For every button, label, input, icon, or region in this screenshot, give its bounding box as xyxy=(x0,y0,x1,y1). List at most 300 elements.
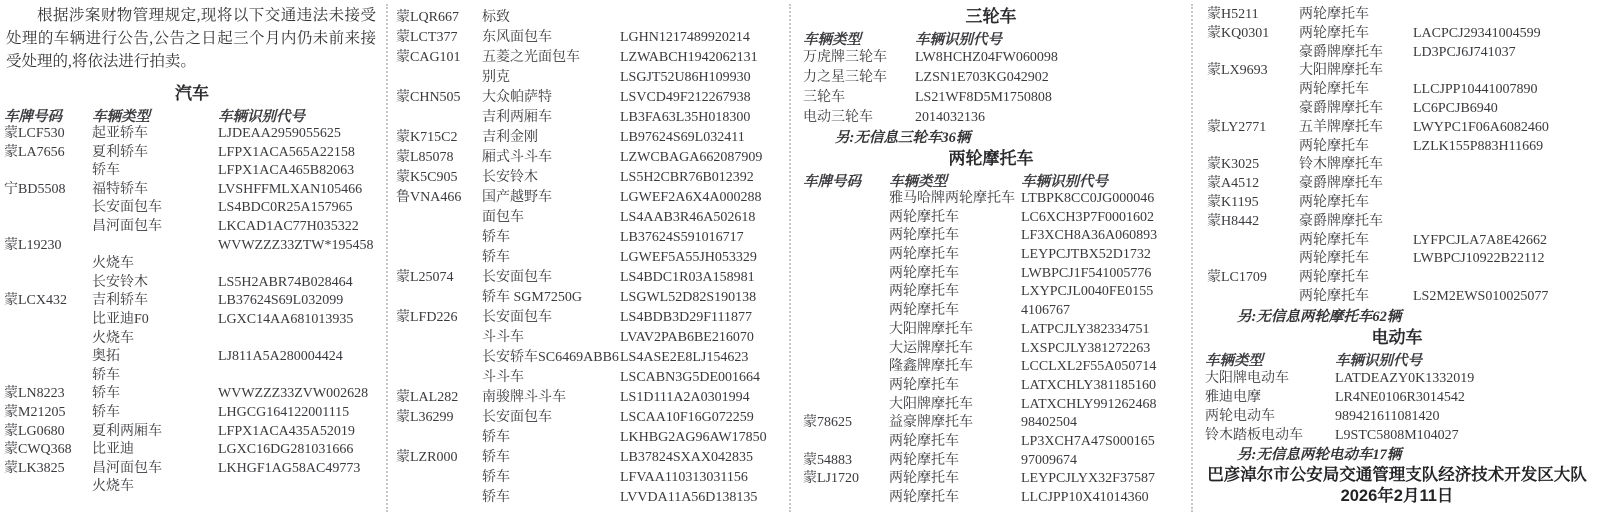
table-row xyxy=(0,162,384,181)
table-cell: 蒙LY2771 xyxy=(1207,119,1267,135)
table-cell: 火烧车 xyxy=(92,256,134,272)
table-cell: LXYPCJL0040FE0155 xyxy=(1021,284,1154,300)
table-cell: 轿车 xyxy=(482,430,510,445)
table-cell: LKHBG2AG96AW17850 xyxy=(620,430,767,445)
table-row xyxy=(0,125,384,144)
table-cell: 两轮摩托车 xyxy=(889,433,959,449)
table-cell: LS4BDC0R25A157965 xyxy=(218,200,353,216)
table-row xyxy=(1197,194,1597,213)
table-cell: LKHGF1AG58AC49773 xyxy=(218,460,361,476)
table-cell: LSGWL52D82S190138 xyxy=(620,290,757,305)
tricycle-table xyxy=(795,48,1187,128)
table-cell: 蒙L19230 xyxy=(4,237,62,253)
ebike-table xyxy=(1197,369,1597,445)
table-cell: 夏利轿车 xyxy=(92,144,148,160)
table-cell: LKCAD1AC77H035322 xyxy=(218,218,359,234)
table-row xyxy=(0,478,384,497)
table-cell: 长安面包车 xyxy=(482,270,552,285)
table-cell: LEYPCJLYX32F37587 xyxy=(1021,471,1155,487)
table-row xyxy=(1197,81,1597,100)
table-cell: 轿车 xyxy=(482,490,510,505)
table-cell: LFPX1ACA435A52019 xyxy=(218,423,355,439)
table-row xyxy=(1197,250,1597,269)
table-cell: 蒙M21205 xyxy=(4,404,66,420)
table-cell: 两轮摩托车 xyxy=(889,265,959,281)
table-row xyxy=(1197,426,1597,445)
table-cell: 轿车 xyxy=(92,386,120,402)
table-row xyxy=(0,311,384,330)
column-2 xyxy=(392,0,784,516)
table-cell: 斗斗车 xyxy=(482,370,524,385)
table-cell: 轿车 xyxy=(482,250,510,265)
table-cell: 蒙LCF530 xyxy=(4,126,65,141)
table-cell: LSCABN3G5DE001664 xyxy=(620,370,761,385)
table-row xyxy=(392,48,784,68)
motorcycle-table-col4 xyxy=(1197,6,1597,307)
table-cell: LJDEAA2959055625 xyxy=(218,126,341,141)
table-cell: LS4BDC1R03A158981 xyxy=(620,270,755,285)
table-cell: 铃木踏板电动车 xyxy=(1205,427,1303,443)
table-cell: 豪爵牌摩托车 xyxy=(1299,100,1383,116)
table-cell: 两轮摩托车 xyxy=(889,490,959,505)
table-row xyxy=(1197,6,1597,25)
table-cell: 比亚迪F0 xyxy=(92,311,149,327)
car-table-col2 xyxy=(392,8,784,508)
table-cell: LS4AAB3R46A502618 xyxy=(620,210,756,225)
table-row xyxy=(0,423,384,442)
header-plate: 车牌号码 xyxy=(803,174,861,190)
table-cell: 雅马哈牌两轮摩托车 xyxy=(889,191,1015,206)
table-cell: 长安面包车 xyxy=(482,310,552,325)
table-cell: 大阳牌电动车 xyxy=(1205,370,1289,386)
table-row xyxy=(795,396,1187,415)
table-cell: 三轮车 xyxy=(803,90,845,105)
table-row xyxy=(1197,62,1597,81)
table-cell: LWBPCJ10922B22112 xyxy=(1413,251,1545,267)
table-cell: 蒙K3025 xyxy=(1207,157,1260,173)
table-cell: 两轮摩托车 xyxy=(889,284,959,300)
table-cell: LATDEAZY0K1332019 xyxy=(1335,370,1475,386)
table-row xyxy=(795,227,1187,246)
tricycle-table-header xyxy=(795,28,1187,48)
table-row xyxy=(795,414,1187,433)
table-cell: 蒙LK3825 xyxy=(4,460,65,476)
table-cell: 大运牌摩托车 xyxy=(889,340,973,356)
table-cell: LB37624S591016717 xyxy=(620,230,744,245)
table-cell: LFPX1ACA465B82063 xyxy=(218,163,355,179)
table-cell: 蒙LN8223 xyxy=(4,386,65,402)
table-cell: LB37824SXAX042835 xyxy=(620,450,754,465)
table-cell: 两轮电动车 xyxy=(1205,408,1275,424)
table-cell: 豪爵牌摩托车 xyxy=(1299,176,1383,192)
table-cell: 火烧车 xyxy=(92,330,134,346)
table-cell: 力之星三轮车 xyxy=(803,70,887,85)
table-cell: LB37624S69L032099 xyxy=(218,293,344,309)
table-cell: 别克 xyxy=(482,70,510,85)
table-cell: 长安面包车 xyxy=(482,410,552,425)
table-cell: LFVAA110313031156 xyxy=(620,470,748,485)
table-cell: LVAV2PAB6BE216070 xyxy=(620,330,754,345)
table-cell: 轿车 xyxy=(482,230,510,245)
table-cell: 蒙LQR667 xyxy=(396,10,459,25)
table-cell: LFPX1ACA565A22158 xyxy=(218,144,355,160)
section-title-ebike: 电动车 xyxy=(1371,327,1423,347)
table-cell: 两轮摩托车 xyxy=(1299,288,1369,304)
table-cell: 长安铃木 xyxy=(482,170,538,185)
table-cell: LS21WF8D5M1750808 xyxy=(915,90,1052,105)
table-cell: 蒙H8442 xyxy=(1207,213,1260,229)
table-row xyxy=(795,433,1187,452)
table-cell: LVVDA11A56D138135 xyxy=(620,490,758,505)
table-cell: 989421611081420 xyxy=(1335,408,1440,424)
table-row xyxy=(392,368,784,388)
table-row xyxy=(795,321,1187,340)
table-cell: 蒙LA7656 xyxy=(4,144,65,160)
table-cell: 万虎牌三轮车 xyxy=(803,50,887,65)
table-row xyxy=(795,358,1187,377)
table-cell: 电动三轮车 xyxy=(803,110,873,125)
table-cell: 益豪牌摩托车 xyxy=(889,415,973,431)
table-cell: 两轮摩托车 xyxy=(1299,270,1369,286)
table-cell: LF3XCH8A36A060893 xyxy=(1021,228,1158,244)
table-cell: LB97624S69L032411 xyxy=(620,130,745,145)
table-cell: LW8HCHZ04FW060098 xyxy=(915,50,1058,65)
table-row xyxy=(1197,288,1597,307)
table-cell: 两轮摩托车 xyxy=(1299,194,1369,210)
section-title-motorcycle: 两轮摩托车 xyxy=(948,149,1034,168)
table-cell: LS4BDB3D29F111877 xyxy=(620,310,752,325)
table-cell: LGXC16DG281031666 xyxy=(218,442,354,458)
table-cell: 蒙KQ0301 xyxy=(1207,25,1270,41)
table-row xyxy=(392,288,784,308)
table-cell: 两轮摩托车 xyxy=(1299,232,1369,248)
column-divider xyxy=(386,4,388,512)
table-row xyxy=(0,292,384,311)
table-cell: LACPCJ29341004599 xyxy=(1413,25,1541,41)
table-cell: 比亚迪 xyxy=(92,442,134,458)
table-cell: 蒙LCX432 xyxy=(4,293,67,309)
table-cell: 起亚轿车 xyxy=(92,126,148,141)
column-divider xyxy=(1191,4,1193,512)
table-cell: 蒙LFD226 xyxy=(396,310,458,325)
table-cell: 斗斗车 xyxy=(482,330,524,345)
table-cell: 轿车 SGM7250G xyxy=(482,290,582,305)
table-row xyxy=(1197,119,1597,138)
table-cell: 两轮摩托车 xyxy=(1299,251,1369,267)
table-cell: 福特轿车 xyxy=(92,181,148,197)
table-cell: 蒙CAG101 xyxy=(396,50,461,65)
table-row xyxy=(795,48,1187,68)
table-cell: LTBPK8CC0JG000046 xyxy=(1021,191,1155,206)
table-cell: 鲁VNA466 xyxy=(396,190,462,205)
table-cell: 轿车 xyxy=(92,163,120,179)
table-row xyxy=(1197,100,1597,119)
motorcycle-table-col3 xyxy=(795,190,1187,508)
table-row xyxy=(0,367,384,386)
column-1 xyxy=(0,0,384,516)
table-cell: 长安面包车 xyxy=(92,200,162,216)
car-table-header xyxy=(0,105,384,125)
table-cell: LR4NE0106R3014542 xyxy=(1335,389,1465,405)
table-cell: 蒙LZR000 xyxy=(396,450,458,465)
table-cell: LS4ASE2E8LJ154623 xyxy=(620,350,749,365)
table-cell: 国产越野车 xyxy=(482,190,552,205)
table-row xyxy=(392,8,784,28)
table-cell: 两轮摩托车 xyxy=(889,377,959,393)
table-cell: 两轮摩托车 xyxy=(889,471,959,487)
table-row xyxy=(392,88,784,108)
table-cell: 奥拓 xyxy=(92,349,120,365)
table-row xyxy=(1197,407,1597,426)
table-cell: 蒙CHN505 xyxy=(396,90,461,105)
table-cell: LXSPCJLY381272263 xyxy=(1021,340,1151,356)
table-cell: LS2M2EWS010025077 xyxy=(1413,288,1549,304)
table-cell: LZWCBAGA662087909 xyxy=(620,150,763,165)
table-cell: 豪爵牌摩托车 xyxy=(1299,213,1383,229)
table-row xyxy=(392,168,784,188)
table-cell: 标致 xyxy=(482,10,510,25)
table-cell: 五羊牌摩托车 xyxy=(1299,119,1383,135)
table-cell: 大众帕萨特 xyxy=(482,90,552,105)
table-cell: 昌河面包车 xyxy=(92,460,162,476)
table-row xyxy=(0,255,384,274)
table-row xyxy=(0,330,384,349)
table-cell: 吉利金刚 xyxy=(482,130,538,145)
table-cell: L9STC5808M104027 xyxy=(1335,427,1459,443)
table-cell: LVSHFFMLXAN105466 xyxy=(218,181,363,197)
table-row xyxy=(795,68,1187,88)
table-row xyxy=(0,199,384,218)
table-cell: LB3FA63L35H018300 xyxy=(620,110,751,125)
table-cell: 大阳牌摩托车 xyxy=(889,321,973,337)
table-row xyxy=(392,468,784,488)
table-row xyxy=(795,377,1187,396)
table-row xyxy=(392,228,784,248)
table-cell: 蒙LC1709 xyxy=(1207,270,1267,286)
table-cell: 轿车 xyxy=(92,404,120,420)
table-cell: LSGJT52U86H109930 xyxy=(620,70,751,85)
table-cell: 蒙L85078 xyxy=(396,150,454,165)
table-row xyxy=(392,348,784,368)
table-row xyxy=(392,188,784,208)
header-vin: 车辆识别代号 xyxy=(1335,352,1422,369)
table-row xyxy=(1197,232,1597,251)
table-row xyxy=(392,148,784,168)
table-row xyxy=(795,340,1187,359)
table-cell: LZLK155P883H11669 xyxy=(1413,138,1544,154)
header-type: 车辆类型 xyxy=(889,174,947,190)
table-row xyxy=(1197,388,1597,407)
table-row xyxy=(1197,25,1597,44)
table-cell: LGHN1217489920214 xyxy=(620,30,750,45)
tricycle-note: 另:无信息三轮车36辆 xyxy=(835,130,971,146)
table-cell: LS1D111A2A0301994 xyxy=(620,390,750,405)
table-cell: 4106767 xyxy=(1021,303,1070,319)
table-cell: 东风面包车 xyxy=(482,30,552,45)
header-type: 车辆类型 xyxy=(1205,352,1263,369)
table-cell: 宁BD5508 xyxy=(4,181,66,197)
header-type: 车辆类型 xyxy=(803,32,861,48)
table-cell: 蒙L25074 xyxy=(396,270,454,285)
table-cell: 轿车 xyxy=(92,367,120,383)
table-cell: 南骏牌斗斗车 xyxy=(482,390,566,405)
table-cell: LATXCHLY381185160 xyxy=(1021,377,1156,393)
table-row xyxy=(392,28,784,48)
table-row xyxy=(0,144,384,163)
table-row xyxy=(392,248,784,268)
table-cell: 厢式斗斗车 xyxy=(482,150,552,165)
table-row xyxy=(392,388,784,408)
table-cell: LGXC14AA681013935 xyxy=(218,311,354,327)
table-cell: LEYPCJTBX52D1732 xyxy=(1021,247,1151,263)
table-cell: 铃木牌摩托车 xyxy=(1299,157,1383,173)
table-cell: 两轮摩托车 xyxy=(889,247,959,263)
car-table-col1 xyxy=(0,125,384,497)
table-cell: LWBPCJ1F541005776 xyxy=(1021,265,1152,281)
table-cell: 两轮摩托车 xyxy=(1299,138,1369,154)
table-cell: LC6XCH3P7F0001602 xyxy=(1021,209,1155,225)
motorcycle-note: 另:无信息两轮摩托车62辆 xyxy=(1237,308,1402,325)
header-vin: 车辆识别代号 xyxy=(915,32,1002,48)
table-cell: LZWABCH1942062131 xyxy=(620,50,758,65)
table-cell: 蒙LG0680 xyxy=(4,423,65,439)
table-row xyxy=(0,181,384,200)
table-cell: 两轮摩托车 xyxy=(1299,25,1369,41)
table-cell: 蒙K1195 xyxy=(1207,194,1259,210)
table-cell: 蒙K715C2 xyxy=(396,130,458,145)
table-row xyxy=(0,348,384,367)
table-cell: LLCJPP10X41014360 xyxy=(1021,490,1149,505)
table-cell: LHGCG164122001115 xyxy=(218,404,350,420)
table-cell: 五菱之光面包车 xyxy=(482,50,580,65)
table-cell: 轿车 xyxy=(482,450,510,465)
table-row xyxy=(1197,175,1597,194)
table-cell: 两轮摩托车 xyxy=(889,228,959,244)
table-cell: 蒙LJ1720 xyxy=(803,471,859,487)
table-cell: LC6PCJB6940 xyxy=(1413,100,1498,116)
table-cell: 雅迪电摩 xyxy=(1205,389,1261,405)
ebike-note: 另:无信息两轮电动车17辆 xyxy=(1237,446,1402,463)
table-row xyxy=(795,283,1187,302)
column-divider xyxy=(789,4,791,512)
table-row xyxy=(0,404,384,423)
table-cell: 夏利两厢车 xyxy=(92,423,162,439)
table-row xyxy=(795,265,1187,284)
table-cell: 火烧车 xyxy=(92,479,134,495)
table-row xyxy=(392,108,784,128)
table-cell: 吉利两厢车 xyxy=(482,110,552,125)
table-row xyxy=(795,452,1187,471)
table-cell: 两轮摩托车 xyxy=(1299,7,1369,22)
table-cell: 昌河面包车 xyxy=(92,218,162,234)
table-cell: LYFPCJLA7A8E42662 xyxy=(1413,232,1547,248)
table-cell: LGWEF5A55JH053329 xyxy=(620,250,757,265)
table-cell: 轿车 xyxy=(482,470,510,485)
table-row xyxy=(1197,44,1597,63)
table-cell: 两轮摩托车 xyxy=(889,209,959,225)
table-cell: 蒙CWQ368 xyxy=(4,442,72,458)
table-cell: LATPCJLY382334751 xyxy=(1021,321,1150,337)
table-cell: LWYPC1F06A6082460 xyxy=(1413,119,1549,135)
table-row xyxy=(795,470,1187,489)
table-cell: LCCLXL2F55A050714 xyxy=(1021,359,1157,375)
table-row xyxy=(392,128,784,148)
table-row xyxy=(1197,138,1597,157)
table-cell: WVWZZZ33ZTW*195458 xyxy=(218,237,374,253)
table-row xyxy=(795,190,1187,209)
table-cell: 隆鑫牌摩托车 xyxy=(889,359,973,375)
issuer-line: 巴彦淖尔市公安局交通管理支队经济技术开发区大队 xyxy=(1207,465,1587,484)
table-cell: LSVCD49F212267938 xyxy=(620,90,751,105)
table-cell: 面包车 xyxy=(482,210,524,225)
table-row xyxy=(1197,156,1597,175)
table-row xyxy=(795,246,1187,265)
table-row xyxy=(795,88,1187,108)
table-row xyxy=(1197,369,1597,388)
header-vin: 车辆识别代号 xyxy=(218,109,305,125)
table-cell: 长安铃木 xyxy=(92,274,148,290)
table-row xyxy=(795,209,1187,228)
table-cell: LSCAA10F16G072259 xyxy=(620,410,754,425)
header-vin: 车辆识别代号 xyxy=(1021,174,1108,190)
table-row xyxy=(0,385,384,404)
table-cell: 蒙78625 xyxy=(803,415,852,431)
table-cell: 97009674 xyxy=(1021,452,1077,468)
table-cell: LD3PCJ6J741037 xyxy=(1413,44,1516,60)
table-row xyxy=(392,208,784,228)
motorcycle-table-header xyxy=(795,170,1187,190)
table-cell: 豪爵牌摩托车 xyxy=(1299,44,1383,60)
table-row xyxy=(392,268,784,288)
table-row xyxy=(0,218,384,237)
table-row xyxy=(0,441,384,460)
table-cell: 蒙A4512 xyxy=(1207,176,1260,192)
date-line: 2026年2月11日 xyxy=(1340,486,1454,505)
table-row xyxy=(392,448,784,468)
table-row xyxy=(0,274,384,293)
table-row xyxy=(1197,213,1597,232)
table-row xyxy=(392,308,784,328)
table-cell: 大阳牌摩托车 xyxy=(1299,63,1383,79)
table-cell: WVWZZZ33ZVW002628 xyxy=(218,386,369,402)
table-cell: 蒙LCT377 xyxy=(396,30,458,45)
table-cell: LP3XCH7A47S000165 xyxy=(1021,433,1155,449)
column-4 xyxy=(1197,0,1597,516)
table-cell: 吉利轿车 xyxy=(92,293,148,309)
table-cell: 蒙K5C905 xyxy=(396,170,458,185)
table-row xyxy=(392,68,784,88)
table-cell: LATXCHLY991262468 xyxy=(1021,396,1157,412)
table-cell: LS5H2CBR76B012392 xyxy=(620,170,754,185)
table-cell: LLCJPP10441007890 xyxy=(1413,82,1538,98)
table-row xyxy=(392,328,784,348)
table-cell: 两轮摩托车 xyxy=(1299,82,1369,98)
table-cell: LGWEF2A6X4A000288 xyxy=(620,190,762,205)
table-row xyxy=(1197,269,1597,288)
table-row xyxy=(392,408,784,428)
table-cell: LJ811A5A280004424 xyxy=(218,349,343,365)
table-cell: 98402504 xyxy=(1021,415,1077,431)
table-cell: LZSN1E703KG042902 xyxy=(915,70,1049,85)
table-cell: 蒙H5211 xyxy=(1207,7,1259,22)
column-3 xyxy=(795,0,1187,516)
table-row xyxy=(0,237,384,256)
table-cell: 蒙L36299 xyxy=(396,410,454,425)
table-cell: 长安轿车SC6469ABB6 xyxy=(482,350,619,365)
table-cell: 蒙54883 xyxy=(803,452,852,468)
table-cell: 两轮摩托车 xyxy=(889,303,959,319)
table-cell: 两轮摩托车 xyxy=(889,452,959,468)
